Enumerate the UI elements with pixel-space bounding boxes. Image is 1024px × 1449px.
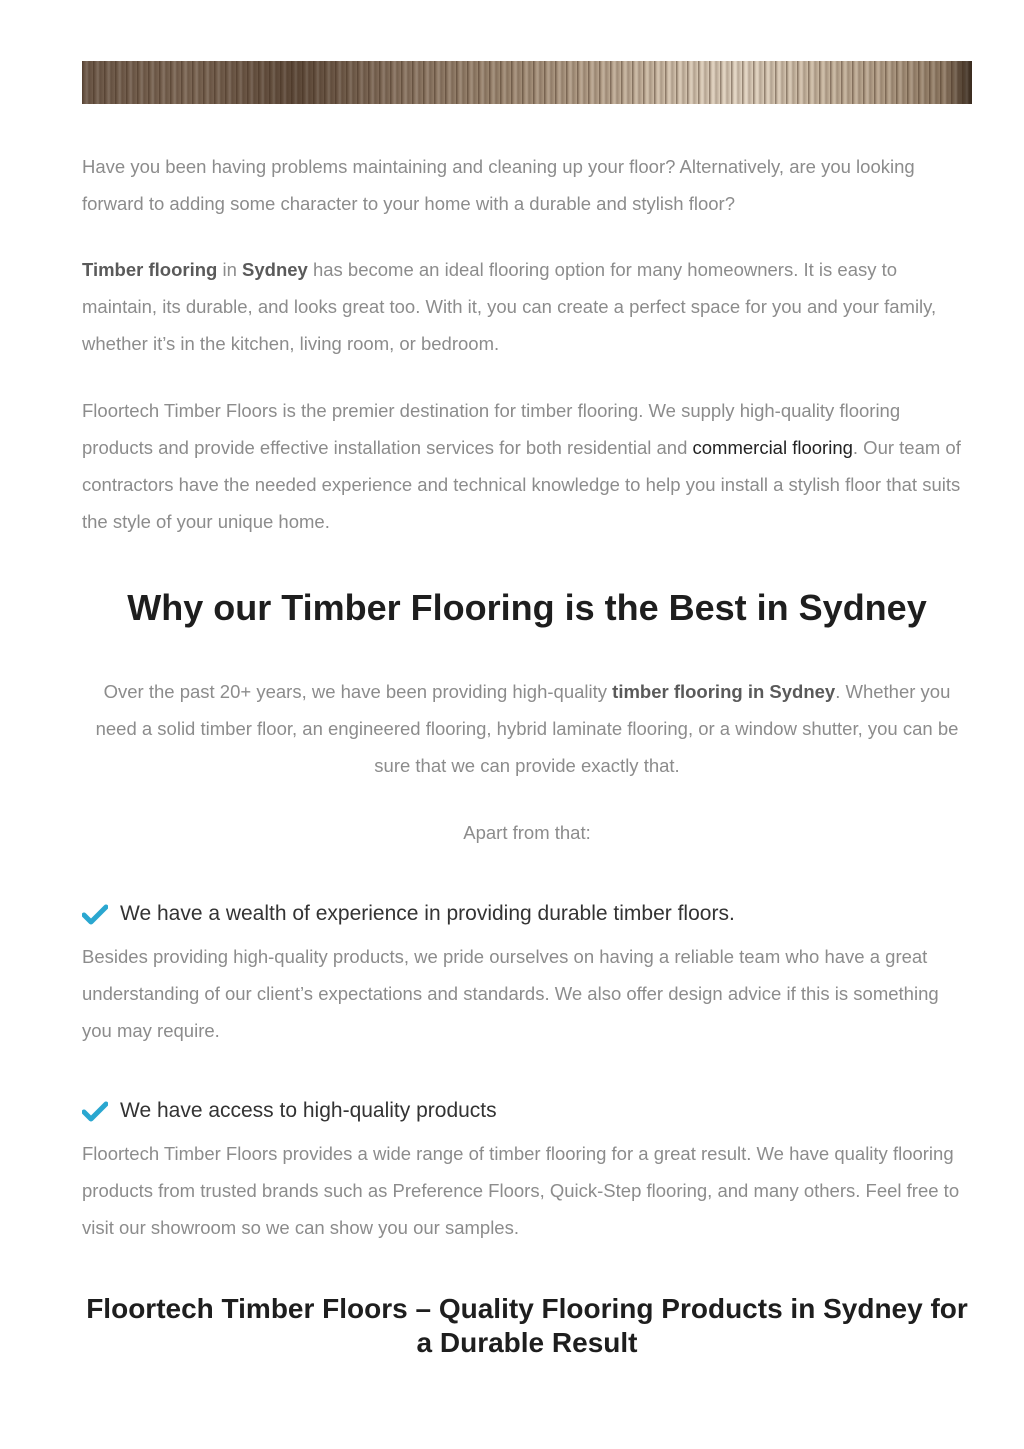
timber-flooring-sydney-strong: timber flooring in Sydney <box>612 681 836 702</box>
feature-products <box>82 1097 972 1125</box>
apart-from-that: Apart from that: <box>463 822 591 843</box>
why-paragraph <box>82 673 972 784</box>
intro-paragraph-2 <box>82 251 972 362</box>
feature-text-experience: Besides providing high-quality products, we pride ourselves on having a reliable team who have a great understanding of our client’s expectations and standards. We also offer design advice if this is something you may require. <box>82 946 939 1041</box>
sydney-strong: Sydney <box>242 259 308 280</box>
feature-title-experience: We have a wealth of experience in providing durable timber floors. <box>120 902 735 925</box>
feature-title-products: We have access to high-quality products <box>120 1099 497 1122</box>
why-heading: Why our Timber Flooring is the Best in Sydney <box>127 587 927 628</box>
intro-paragraph-1: Have you been having problems maintaining and cleaning up your floor? Alternatively, are you looking forward to adding some character to your home with a durable and stylish floor? <box>82 156 915 214</box>
check-icon <box>82 1100 108 1122</box>
hero-banner-image <box>82 61 972 104</box>
check-icon <box>82 903 108 925</box>
timber-flooring-strong: Timber flooring <box>82 259 218 280</box>
why-p-end: . Whether you need a solid timber floor, an engineered flooring, hybrid laminate flooring, or a window shutter, you can be sure that we can provide exactly that. <box>95 681 959 776</box>
feature-experience <box>82 900 972 928</box>
feature-text-products: Floortech Timber Floors provides a wide range of timber flooring for a great result. We have quality flooring products from trusted brands such as Preference Floors, Quick-Step flooring, and many others. Feel free to visit our showroom so we can show you our samples. <box>82 1143 960 1238</box>
why-p-start: Over the past 20+ years, we have been providing high-quality <box>103 681 613 702</box>
intro-paragraph-3 <box>82 392 972 540</box>
commercial-flooring-link[interactable]: commercial flooring <box>692 437 853 458</box>
p3-start: Floortech Timber Floors is the premier destination for timber flooring. We supply high-quality flooring products and provide effective installation services for both residential and <box>82 400 901 458</box>
closing-heading: Floortech Timber Floors – Quality Flooring Products in Sydney for a Durable Result <box>86 1293 968 1358</box>
p2-mid: in <box>217 259 243 280</box>
p3-end: . Our team of contractors have the needed experience and technical knowledge to help you install a stylish floor that suits the style of your unique home. <box>82 437 961 532</box>
p2-rest: has become an ideal flooring option for many homeowners. It is easy to maintain, its durable, and looks great too. With it, you can create a perfect space for you and your family, whether it’s in the kitchen, living room, or bedroom. <box>82 259 937 354</box>
